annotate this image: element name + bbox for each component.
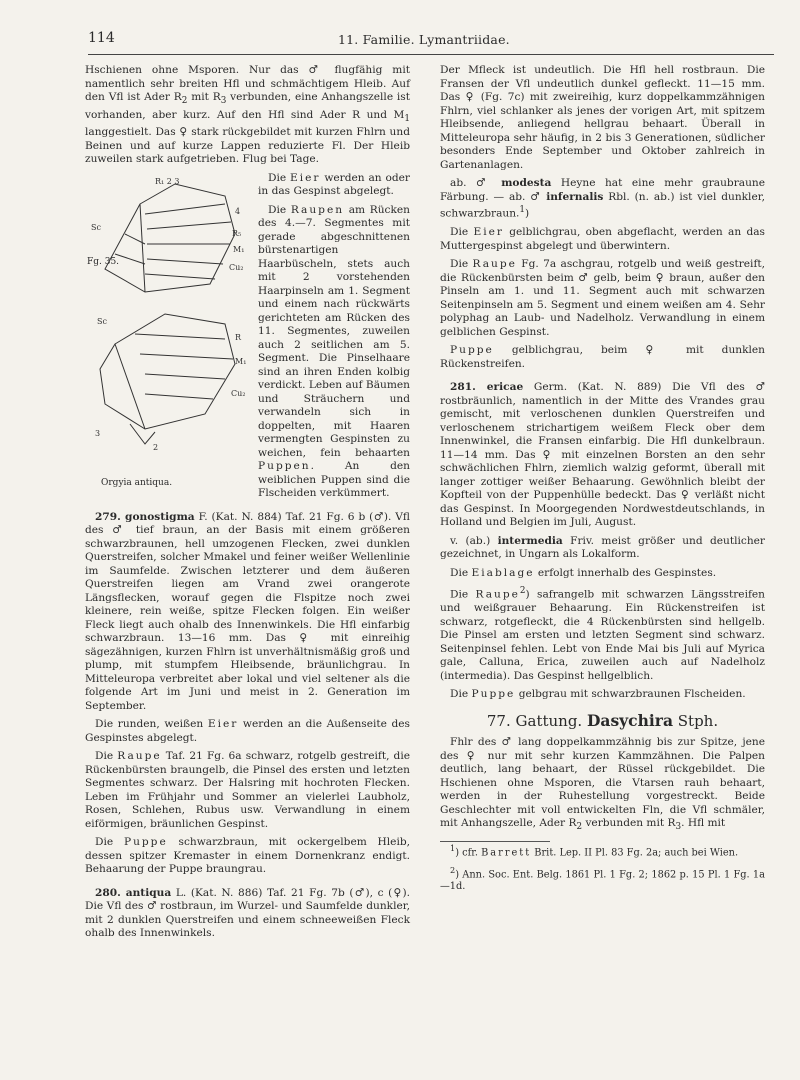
orgyia-antiqua-illustration	[85, 174, 250, 474]
species-279-pupa: Die Puppe schwarzbraun, mit ockergelbem Hleib, dessen spitzer Kremaster in einem Dornenkranz endigt. Behaarung der Puppe braungrau.	[85, 836, 410, 876]
svg-text:R₁ 2 3: R₁ 2 3	[155, 176, 180, 186]
moth-figure	[85, 174, 250, 492]
species-heading: 281. ericae	[450, 381, 524, 394]
svg-text:3: 3	[95, 428, 101, 438]
genus-heading: 77. Gattung. Dasychira Stph.	[486, 710, 719, 730]
aberrations: ab. ♂ modesta Heyne hat eine mehr graubraune Färbung. — ab. ♂ infernalis Rbl. (n. ab.) ist viel dunkler, schwarzbraun.$^1$)	[440, 177, 765, 220]
header-rule	[88, 54, 774, 55]
svg-text:R: R	[235, 332, 242, 342]
svg-text:R₅: R₅	[232, 228, 242, 238]
svg-text:Cu₂: Cu₂	[229, 262, 244, 272]
variety-intermedia: v. (ab.) intermedia Friv. meist größer und deutlicher gezeichnet, in Ungarn als Lokalform.	[440, 534, 765, 561]
figure-caption: Orgyia antiqua.	[101, 477, 173, 488]
svg-text:M₁: M₁	[235, 356, 247, 366]
species-281-eggs: Die Eiablage erfolgt innerhalb des Gespinstes.	[450, 566, 717, 579]
species-280-eggs: Die Eier gelblichgrau, oben abgeflacht, werden an das Muttergespinst abgelegt und überwintern.	[440, 226, 765, 252]
svg-text:2: 2	[153, 442, 159, 452]
species-280-larva: Die Raupe Fg. 7a aschgrau, rotgelb und weiß gestreift, die Rückenbürsten beim ♂ gelb, beim ♀ braun, außer den Pinseln am 1. und 11. Segment auch mit schwarzen Seitenpinseln am 5. Segment und einem weißen am 4. Sehr polyphag an Laub- und Nadelholz. Verwandlung in einem gelblichen Gespinst.	[440, 258, 765, 338]
running-title: 11. Familie. Lymantriidae.	[338, 32, 510, 47]
species-280: 280. antiqua L. (Kat. N. 886) Taf. 21 Fg. 7b (♂), c (♀). Die Vfl des ♂ rostbraun, im Wurzel- und Saumfelde dunkler, mit 2 dunklen Querstreifen und einem schneeweißen Fleck ohalb des Innenwinkels.	[85, 886, 411, 940]
species-281-pupa: Die Puppe gelbgrau mit schwarzbraunen Flscheiden.	[450, 688, 746, 701]
genus-description: Hschienen ohne Msporen. Nur das ♂ flugfähig mit namentlich sehr breiten Hfl und schmächtigem Hleib. Auf den Vfl ist Ader $R_2$ mit $R_3$ verbunden, eine Anhangszelle ist vorhanden, aber kurz. Auf den Hfl sind Ader R und $M_1$ langgestielt. Das ♀ stark rückgebildet mit kurzen Fhlrn und Beinen und auf kurze Lappen reduzierte Fl. Der Hleib zuweilen stark aufgetrieben. Flug bei Tage.	[85, 64, 410, 166]
footnote-1: $^1$) cfr. Barrett Brit. Lep. II Pl. 83 Fg. 2a; auch bei Wien.	[450, 842, 739, 858]
right-column	[440, 64, 765, 898]
svg-text:Sc: Sc	[91, 222, 101, 232]
figure-label: Fg. 35.	[87, 256, 120, 267]
species-279-eggs: Die runden, weißen Eier werden an die Außenseite des Gespinstes abgelegt.	[85, 718, 410, 744]
species-279-larva: Die Raupe Taf. 21 Fg. 6a schwarz, rotgelb gestreift, die Rückenbürsten braungelb, die Pinsel des ersten und letzten Segmentes schwarz. Der Halsring mit hochroten Flecken. Leben im Frühjahr und Sommer an vielerlei Laubholz, Rosen, Schlehen, Rubus usw. Verwandlung in einem eiförmigen, bräunlichen Gespinst.	[85, 750, 410, 830]
eggs-paragraph: Die Eier werden an oder in das Gespinst abgelegt.	[258, 171, 410, 198]
species-281-larva: Die Raupe$^2$) safrangelb mit schwarzen Längsstreifen und weißgrauer Behaarung. Ein Rückenstreifen ist schwarz, rotgefleckt, die 4 Rückenbürsten sind hellgelb. Die Pinsel am ersten und letzten Segment sind schwarz. Seitenpinsel fehlen. Lebt von Ende Mai bis Juli auf Myrica gale, Calluna, Erica, zuweilen auch auf Nadelholz (intermedia). Das Gespinst hellgelblich.	[440, 586, 765, 682]
svg-text:Sc: Sc	[97, 316, 107, 326]
species-heading: 280. antiqua	[95, 886, 172, 899]
svg-text:Cu₂: Cu₂	[231, 388, 246, 398]
species-280-cont: Der Mfleck ist undeutlich. Die Hfl hell rostbraun. Die Fransen der Vfl undeutlich dunkel gefleckt. 11—15 mm. Das ♀ (Fg. 7c) mit zweireihig, kurz doppelkammzähnigen Fhlrn, viel schlanker als jenes der vorigen Art, mit spitzem Hleibsende, anliegend hellgrau behaart. Überall in Mitteleuropa sehr häufig, in 2 bis 3 Generationen, südlicher besonders Ende September und Oktober zahlreich in Gartenanlagen.	[440, 64, 765, 171]
page-header	[88, 30, 768, 56]
larvae-paragraph: Die Raupen am Rücken des 4.—7. Segmentes mit gerade abgeschnittenen bürstenartigen Haarbüscheln, stets auch mit 2 vorstehenden Haarpinseln am 1. Segment und einem nach rückwärts gerichteten am Rücken des 11. Segmentes, zuweilen auch 2 seitlichen am 5. Segment. Die Pinselhaare sind an ihren Enden kolbig verdickt. Leben auf Bäumen und Sträuchern und verwandeln sich in doppelten, mit Haaren vermengten Gespinsten zu weichen, fein behaarten Puppen. An den weiblichen Puppen sind die Flscheiden verkümmert.	[258, 203, 410, 500]
species-280-pupa: Puppe gelblichgrau, beim ♀ mit dunklen Rückenstreifen.	[440, 344, 765, 370]
page-number: 114	[88, 30, 115, 46]
species-heading: 279. gonostigma	[95, 510, 195, 523]
species-281: 281. ericae Germ. (Kat. N. 889) Die Vfl des ♂ rostbräunlich, namentlich in der Mitte des Vrandes grau gemischt, mit verloschenen dunklen Querstreifen und verloschenem strichartigem weißem Fleck ober dem Innenwinkel, die Fransen einfarbig. Die Hfl dunkelbraun. 11—14 mm. Das ♀ mit einzelnen Borsten an den sehr schwächlichen Fhlrn, ziemlich walzig geformt, überall mit langer zottiger weißer Behaarung. Gewöhnlich bleibt der Kopfteil von der Puppenhülle bedeckt. Das ♀ verläßt nicht das Gespinst. In Moorgegenden Nordwestdeutschlands, in Holland und Belgien im Juli, August.	[440, 381, 765, 529]
genus-dasychira-description: Fhlr des ♂ lang doppelkammzähnig bis zur Spitze, jene des ♀ nur mit sehr kurzen Kammzähnen. Die Palpen deutlich, lang behaart, der Rüssel rückgebildet. Die Hschienen ohne Msporen, die Vtarsen rauh behaart, werden in der Ruhestellung vorgestreckt. Beide Geschlechter mit voll entwickelten Fln, die Vfl schmäler, mit Anhangszelle, Ader $R_2$ verbunden mit $R_3$. Hfl mit	[440, 736, 765, 833]
svg-text:M₁: M₁	[233, 244, 245, 254]
left-column	[85, 64, 410, 946]
species-279: 279. gonostigma F. (Kat. N. 884) Taf. 21 Fg. 6 b (♂). Vfl des ♂ tief braun, an der Basis mit einem größeren schwarzbraunen, hell umzogenen Flecken, zwei dunklen Querstreifen, solcher Mmakel und feiner weißer Wellenlinie im Saumfelde. Zwischen letzterer und dem äußeren Querstreifen liegen am Vrand zwei orangerote Längsflecken, worauf gegen die Flspitze noch zwei kleinere, rein weiße, spitze Flecken folgen. Ein weißer Fleck liegt auch ohalb des Innenwinkels. Die Hfl einfarbig schwarzbraun. 13—16 mm. Das ♀ mit einreihig sägezähnigen, kurzen Fhlrn ist unverhältnismäßig groß und plump, mit stumpfem Hleibsende, bräunlichgrau. In Mitteleuropa verbreitet aber lokal und viel seltener als die folgende Art im Juni und meist in 2. Generation im September.	[85, 510, 410, 712]
svg-text:4: 4	[235, 206, 241, 216]
footnote-2: $^2$) Ann. Soc. Ent. Belg. 1861 Pl. 1 Fg. 2; 1862 p. 15 Pl. 1 Fg. 1a—1d.	[440, 864, 765, 893]
